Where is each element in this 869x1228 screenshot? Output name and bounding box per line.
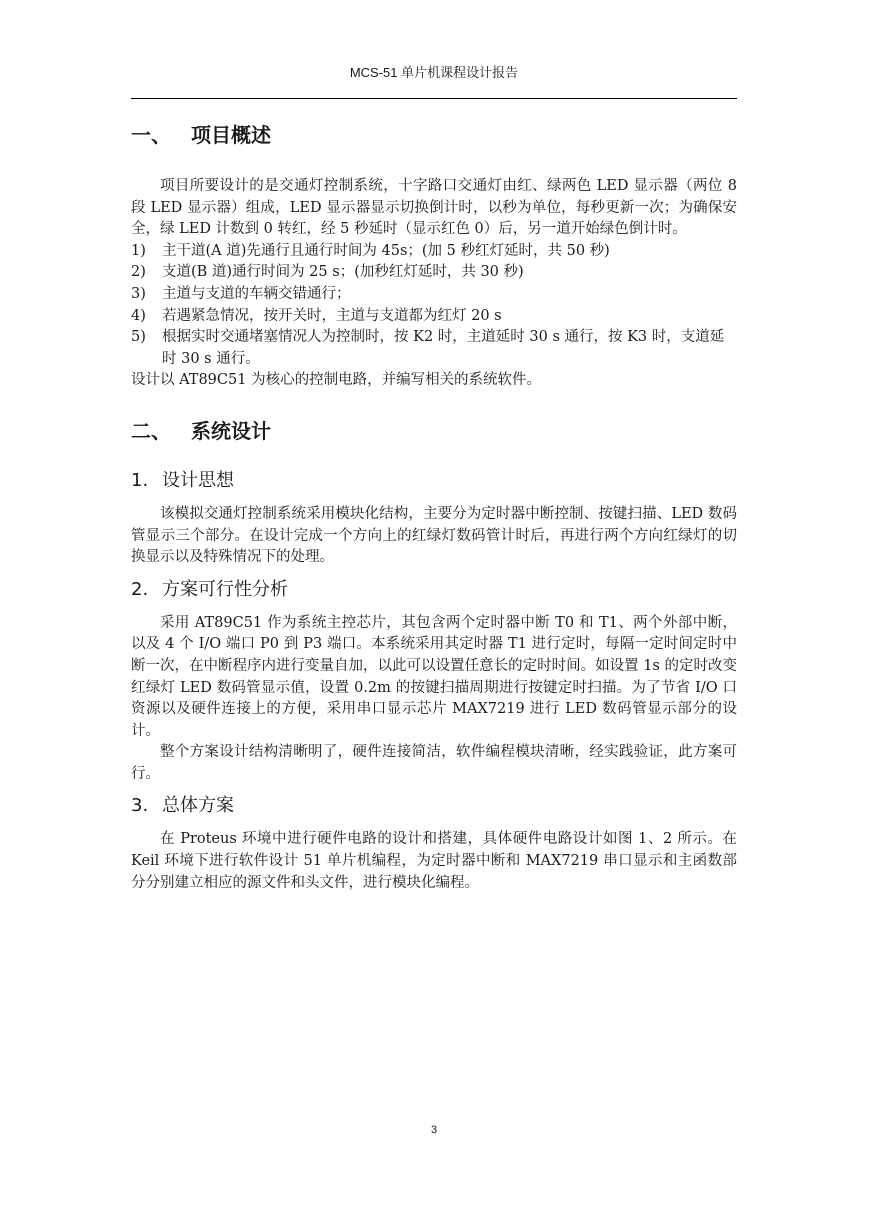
subsection-1-paragraph: 该模拟交通灯控制系统采用模块化结构，主要分为定时器中断控制、按键扫描、LED 数码管显示三个部分。在设计完成一个方向上的红绿灯数码管计时后，再进行两个方向红绿灯的切换显示以及特殊情况下的处理。 xyxy=(131,505,737,566)
section-1-intro: 项目所要设计的是交通灯控制系统，十字路口交通灯由红、绿两色 LED 显示器（两位 8 段 LED 显示器）组成，LED 显示器显示切换倒计时，以秒为单位，每秒更新一次；为确保安全，绿 LED 计数到 0 转红，经 5 秒延时（显示红色 0）后，另一道开始绿色倒计时。 xyxy=(131,178,737,238)
requirements-list xyxy=(131,241,737,371)
section-2-heading xyxy=(131,416,737,446)
subsection-1-title: 设计思想 xyxy=(162,469,234,491)
list-item xyxy=(131,284,737,306)
section-2-number: 二、 xyxy=(131,418,171,443)
section-1-title: 项目概述 xyxy=(191,123,271,147)
subsection-2-paragraph-1: 采用 AT89C51 作为系统主控芯片，其包含两个定时器中断 T0 和 T1、两个外部中断，以及 4 个 I/O 端口 P0 到 P3 端口。本系统采用其定时器 T1 进行定时，每隔一定时间定时中断一次，在中断程序内进行变量自加，以此可以设置任意长的定时时间。如设置 1s 的定时改变红绿灯 LED 数码管显示值，设置 0.2m 的按键扫描周期进行按键定时扫描。为了节省 I/O 口资源以及硬件连接上的方便，采用串口显示芯片 MAX7219 进行 LED 数码管显示部分的设计。 xyxy=(131,614,737,739)
subsection-1-heading xyxy=(131,468,737,494)
page-number: 3 xyxy=(430,1124,438,1136)
list-item-number: 4) xyxy=(131,307,146,324)
list-item-number: 3) xyxy=(131,285,146,302)
list-item-text: 支道(B 道)通行时间为 25 s；(加秒红灯延时，共 30 秒) xyxy=(162,264,524,281)
subsection-3-paragraph: 在 Proteus 环境中进行硬件电路的设计和搭建，具体硬件电路设计如图 1、2 所示。在 Keil 环境下进行软件设计 51 单片机编程，为定时器中断和 MAX7219 串口显示和主函数部分分别建立相应的源文件和头文件，进行模块化编程。 xyxy=(131,831,737,891)
list-item xyxy=(131,306,737,328)
list-item-text: 根据实时交通堵塞情况人为控制时，按 K2 时，主道延时 30 s 通行，按 K3 时，支道延时 30 s 通行。 xyxy=(162,329,725,367)
list-item-number: 1) xyxy=(131,242,146,259)
header-rule xyxy=(131,98,737,99)
list-item-text: 主道与支道的车辆交错通行； xyxy=(162,285,351,302)
section-1-number: 一、 xyxy=(131,123,171,147)
subsection-3-heading xyxy=(131,793,737,819)
section-2-title: 系统设计 xyxy=(191,418,271,443)
subsection-2-paragraph-2: 整个方案设计结构清晰明了，硬件连接简洁，软件编程模块清晰，经实践验证，此方案可行。 xyxy=(131,744,737,782)
list-item xyxy=(131,327,737,370)
subsection-3-title: 总体方案 xyxy=(162,795,234,817)
list-item-text: 主干道(A 道)先通行且通行时间为 45s；(加 5 秒红灯延时，共 50 秒) xyxy=(162,242,610,259)
list-item-number: 2) xyxy=(131,264,146,281)
subsection-2-heading xyxy=(131,577,737,603)
section-1-closing: 设计以 AT89C51 为核心的控制电路，并编写相关的系统软件。 xyxy=(131,372,542,389)
section-1-heading xyxy=(131,120,737,150)
list-item-text: 若遇紧急情况，按开关时，主道与支道都为红灯 20 s xyxy=(162,307,502,324)
list-item xyxy=(131,241,737,263)
subsection-2-title: 方案可行性分析 xyxy=(162,578,288,600)
page-content xyxy=(131,118,737,894)
subsection-1-number: 1. xyxy=(131,469,149,491)
subsection-3-number: 3. xyxy=(131,795,149,817)
list-item xyxy=(131,262,737,284)
running-header: MCS-51 单片机课程设计报告 xyxy=(349,65,519,80)
subsection-2-number: 2. xyxy=(131,578,149,600)
list-item-number: 5) xyxy=(131,329,146,346)
